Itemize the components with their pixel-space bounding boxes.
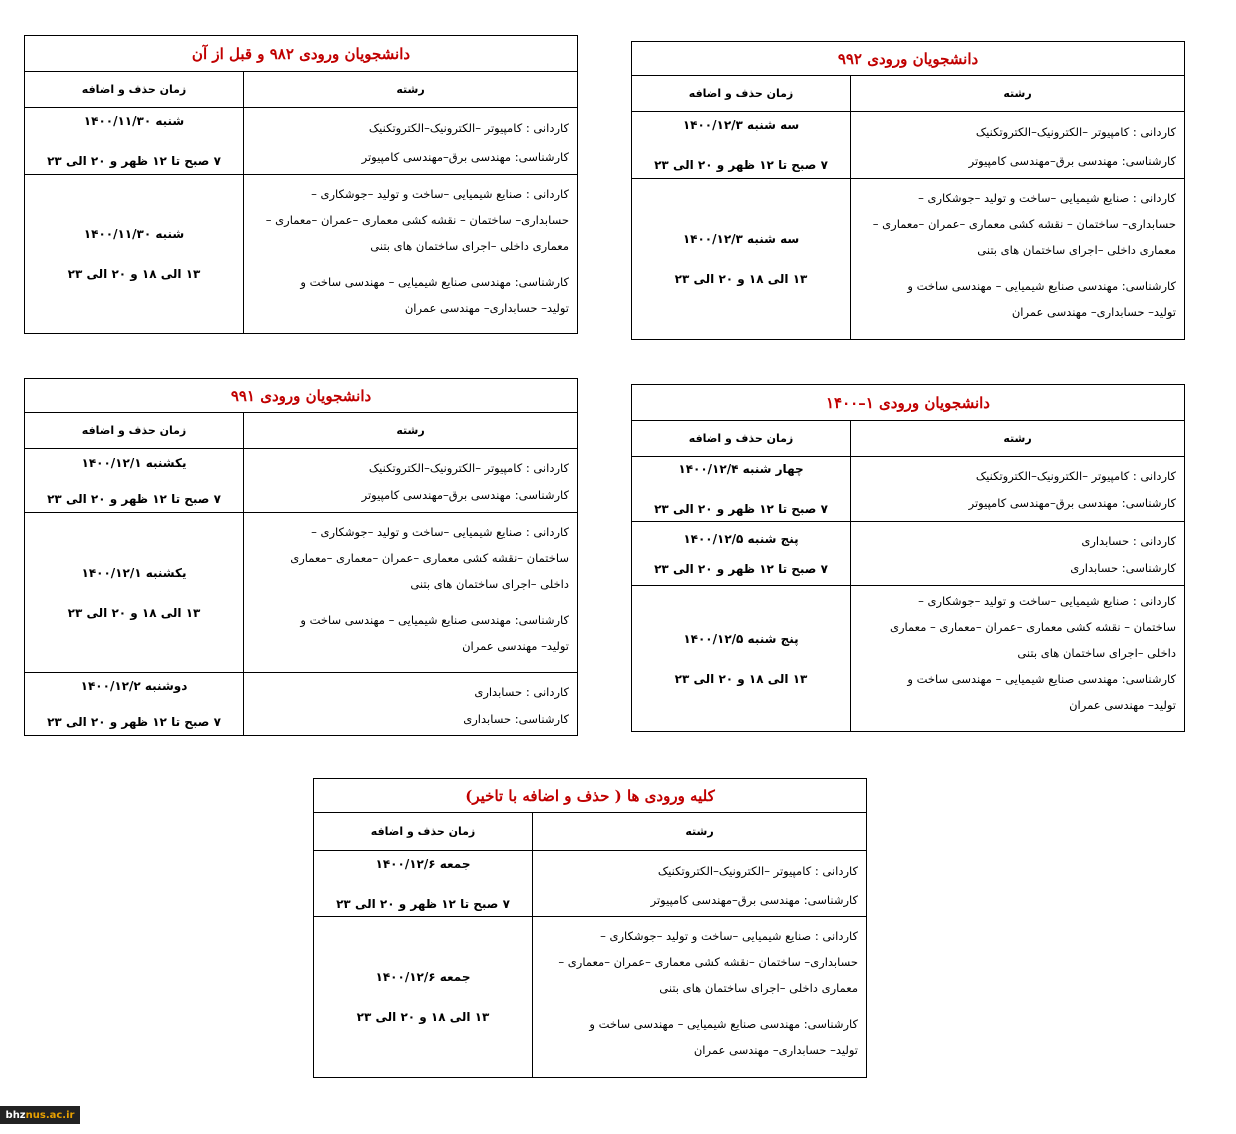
table-title: دانشجویان ورودی ۹۸۲ و قبل از آن <box>25 36 577 72</box>
table-row <box>25 673 577 735</box>
table-row <box>632 457 1184 522</box>
header-time: زمان حذف و اضافه <box>688 86 794 100</box>
table-982 <box>24 35 578 334</box>
major-cell: کاردانی : کامپیوتر –الکترونیک–الکتروتکنیک کارشناسی: مهندسی برق–مهندسی کامپیوتر <box>243 449 577 512</box>
time-cell: چهار شنبه ۱۴۰۰/۱۲/۴ ۷ صبح تا ۱۲ ظهر و ۲۰ الی ۲۳ <box>654 462 828 516</box>
table-row <box>25 449 577 513</box>
time-cell: پنج شنبه ۱۴۰۰/۱۲/۵ ۷ صبح تا ۱۲ ظهر و ۲۰ الی ۲۳ <box>654 531 828 576</box>
time-cell: پنج شنبه ۱۴۰۰/۱۲/۵ ۱۳ الی ۱۸ و ۲۰ الی ۲۳ <box>674 631 808 686</box>
time-cell: جمعه ۱۴۰۰/۱۲/۶ ۱۳ الی ۱۸ و ۲۰ الی ۲۳ <box>356 970 490 1024</box>
table-992 <box>631 41 1185 340</box>
time-cell: یکشنبه ۱۴۰۰/۱۲/۱ ۷ صبح تا ۱۲ ظهر و ۲۰ الی ۲۳ <box>47 455 221 506</box>
table-991 <box>24 378 578 736</box>
header-major: رشته <box>243 413 577 448</box>
site-domain: nus.ac.ir <box>25 1109 75 1121</box>
major-cell: کاردانی : صنایع شیمیایی –ساخت و تولید –جوشکاری – حسابداری– ساختمان – نقشه کشی معماری –عمران –معماری – معماری داخلی –اجرای ساختمان های بتنی کارشناسی: مهندسی صنایع شیمیایی – مهندسی ساخت و تولید– حسابداری– مهندسی عمران <box>243 175 577 333</box>
header-major: رشته <box>243 72 577 107</box>
table-row <box>314 917 866 1077</box>
table-row <box>314 851 866 917</box>
time-cell: شنبه ۱۴۰۰/۱۱/۳۰ ۱۳ الی ۱۸ و ۲۰ الی ۲۳ <box>67 227 201 281</box>
table-title: دانشجویان ورودی ۹۹۲ <box>632 42 1184 76</box>
header-time: زمان حذف و اضافه <box>688 431 794 445</box>
major-cell: کاردانی : کامپیوتر –الکترونیک–الکتروتکنیک کارشناسی: مهندسی برق–مهندسی کامپیوتر <box>243 108 577 174</box>
table-title: دانشجویان ورودی ۱–۱۴۰۰ <box>632 385 1184 421</box>
site-watermark[interactable] <box>0 1106 80 1124</box>
table-row <box>632 522 1184 586</box>
header-major: رشته <box>850 76 1184 111</box>
header-major: رشته <box>850 421 1184 456</box>
major-cell: کاردانی : صنایع شیمیایی –ساخت و تولید –جوشکاری – ساختمان –نقشه کشی معماری –عمران –معماری –معماری داخلی –اجرای ساختمان های بتنی کارشناسی: مهندسی صنایع شیمیایی – مهندسی ساخت و تولید– مهندسی عمران <box>243 513 577 672</box>
table-row <box>632 179 1184 339</box>
major-cell: کاردانی : حسابداری کارشناسی: حسابداری <box>850 522 1184 585</box>
header-major: رشته <box>532 813 866 850</box>
time-cell: یکشنبه ۱۴۰۰/۱۲/۱ ۱۳ الی ۱۸ و ۲۰ الی ۲۳ <box>67 565 201 620</box>
table-1400 <box>631 384 1185 732</box>
major-cell: کاردانی : صنایع شیمیایی –ساخت و تولید –جوشکاری – حسابداری– ساختمان –نقشه کشی معماری –عمران –معماری – معماری داخلی –اجرای ساختمان های بتنی کارشناسی: مهندسی صنایع شیمیایی – مهندسی ساخت و تولید– حسابداری– مهندسی عمران <box>532 917 866 1077</box>
site-prefix: bhz <box>5 1109 26 1121</box>
time-cell: دوشنبه ۱۴۰۰/۱۲/۲ ۷ صبح تا ۱۲ ظهر و ۲۰ الی ۲۳ <box>47 679 221 729</box>
time-cell: شنبه ۱۴۰۰/۱۱/۳۰ ۷ صبح تا ۱۲ ظهر و ۲۰ الی ۲۳ <box>47 114 221 168</box>
table-title: دانشجویان ورودی ۹۹۱ <box>25 379 577 413</box>
header-time: زمان حذف و اضافه <box>370 824 476 838</box>
time-cell: جمعه ۱۴۰۰/۱۲/۶ ۷ صبح تا ۱۲ ظهر و ۲۰ الی ۲۳ <box>336 856 510 911</box>
table-title: کلیه ورودی ها ( حذف و اضافه با تاخیر) <box>314 779 866 813</box>
table-row <box>632 112 1184 179</box>
major-cell: کاردانی : حسابداری کارشناسی: حسابداری <box>243 673 577 735</box>
major-cell: کاردانی : کامپیوتر –الکترونیک–الکتروتکنیک کارشناسی: مهندسی برق–مهندسی کامپیوتر <box>850 457 1184 521</box>
major-cell: کاردانی : کامپیوتر –الکترونیک–الکتروتکنیک کارشناسی: مهندسی برق–مهندسی کامپیوتر <box>532 851 866 916</box>
time-cell: سه شنبه ۱۴۰۰/۱۲/۳ ۷ صبح تا ۱۲ ظهر و ۲۰ الی ۲۳ <box>654 118 828 172</box>
table-row <box>25 175 577 333</box>
major-cell: کاردانی : صنایع شیمیایی –ساخت و تولید –جوشکاری – ساختمان – نقشه کشی معماری –عمران –معماری – معماری داخلی –اجرای ساختمان های بتنی کارشناسی: مهندسی صنایع شیمیایی – مهندسی ساخت و تولید– مهندسی عمران <box>850 586 1184 731</box>
table-row <box>25 513 577 673</box>
table-row <box>25 108 577 175</box>
time-cell: سه شنبه ۱۴۰۰/۱۲/۳ ۱۳ الی ۱۸ و ۲۰ الی ۲۳ <box>674 232 808 286</box>
table-all-entries <box>313 778 867 1078</box>
major-cell: کاردانی : صنایع شیمیایی –ساخت و تولید –جوشکاری – حسابداری– ساختمان – نقشه کشی معماری –عمران –معماری – معماری داخلی –اجرای ساختمان های بتنی کارشناسی: مهندسی صنایع شیمیایی – مهندسی ساخت و تولید– حسابداری– مهندسی عمران <box>850 179 1184 339</box>
table-row <box>632 586 1184 731</box>
header-time: زمان حذف و اضافه <box>81 423 187 437</box>
major-cell: کاردانی : کامپیوتر –الکترونیک–الکتروتکنیک کارشناسی: مهندسی برق–مهندسی کامپیوتر <box>850 112 1184 178</box>
header-time: زمان حذف و اضافه <box>81 82 187 96</box>
